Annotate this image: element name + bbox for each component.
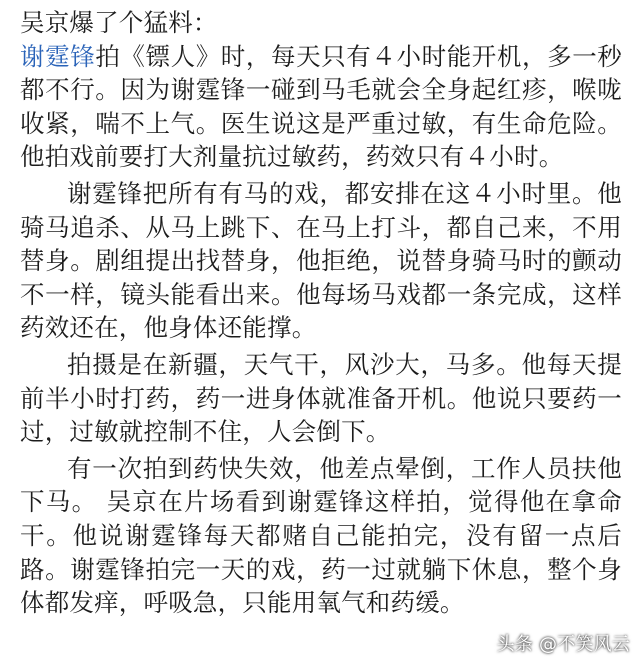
mention-link[interactable]: 谢霆锋 [20, 41, 96, 71]
paragraph-3: 拍摄是在新疆，天气干，风沙大，马多。他每天提前半小时打药，药一进身体就准备开机。他说只要药一过，过敏就控制不住，人会倒下。 [20, 349, 622, 447]
post-intro: 吴京爆了个猛料： [20, 8, 218, 37]
watermark-platform: 头条 [496, 634, 533, 655]
watermark-author: @不笑风云 [539, 634, 630, 655]
paragraph-4: 有一次拍到药快失效，他差点晕倒，工作人员扶他下马。 吴京在片场看到谢霆锋这样拍，觉得他在拿命干。他说谢霆锋每天都赌自己能拍完，没有留一点后路。谢霆锋拍完一天的戏，药一过就躺下休息，整个身体都发痒，呼吸急，只能用氧气和药缓。 [20, 453, 622, 618]
paragraph-1 [20, 40, 622, 174]
watermark [497, 634, 630, 656]
paragraph-2: 谢霆锋把所有有马的戏，都安排在这４小时里。他骑马追杀、从马上跳下、在马上打斗，都自己来，不用替身。剧组提出找替身，他拒绝，说替身骑马时的颤动不一样，镜头能看出来。他每场马戏都一条完成，这样药效还在，他身体还能撑。 [20, 178, 622, 343]
paragraph-1-text: 拍《镖人》时，每天只有４小时能开机，多一秒都不行。因为谢霆锋一碰到马毛就会全身起红疹，喉咙收紧，喘不上气。医生说这是严重过敏，有生命危险。他拍戏前要打大剂量抗过敏药，药效只有４小时。 [20, 41, 622, 172]
